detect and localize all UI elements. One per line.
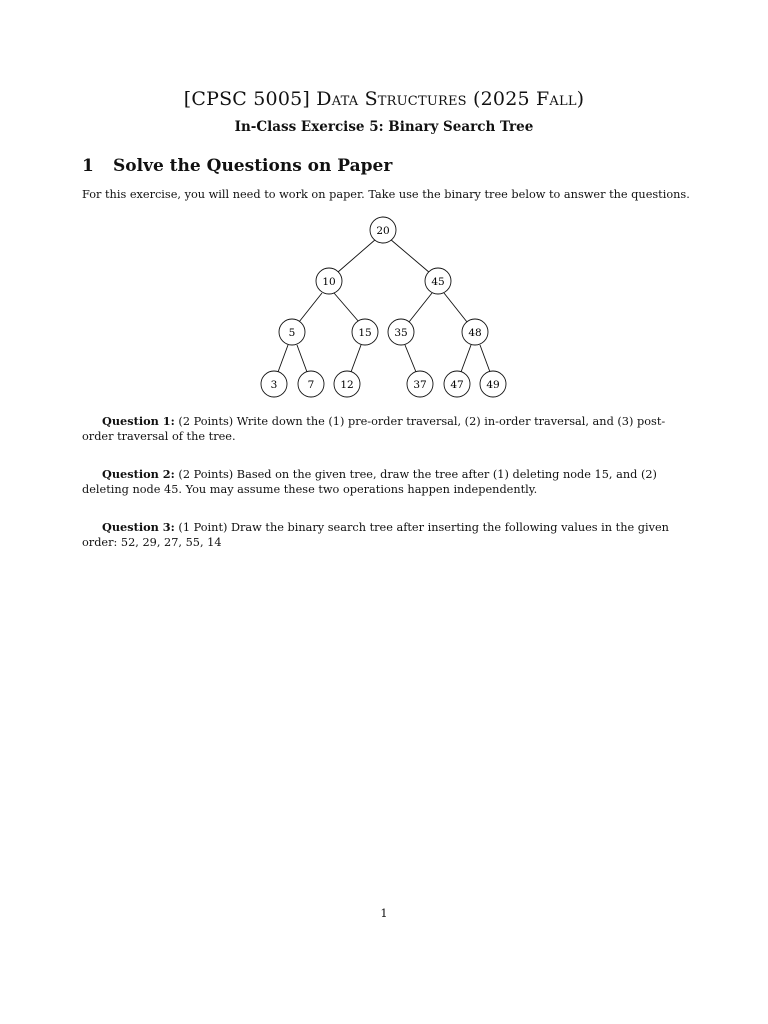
tree-node-label: 48 <box>468 327 482 339</box>
tree-node-12 <box>334 371 360 397</box>
edge-48-47 <box>461 345 471 372</box>
question-label: Question 2: <box>102 467 175 481</box>
tree-node-label: 12 <box>340 379 354 391</box>
question-text: (1 Point) Draw the binary search tree after inserting the following values in the given order: 52, 29, 27, 55, 14 <box>82 521 669 549</box>
edge-45-35 <box>409 293 432 322</box>
edge-20-45 <box>390 239 430 273</box>
course-name: Data Structures (2025 Fall) <box>316 88 585 110</box>
tree-node-label: 45 <box>431 276 445 288</box>
page-number: 1 <box>380 907 388 920</box>
document-subtitle: In-Class Exercise 5: Binary Search Tree <box>234 119 534 135</box>
tree-node-45 <box>425 268 451 294</box>
tree-node-label: 49 <box>486 379 500 391</box>
edge-35-37 <box>405 345 416 372</box>
tree-node-3 <box>261 371 287 397</box>
edge-5-7 <box>297 345 307 372</box>
tree-node-5 <box>279 319 305 345</box>
tree-node-7 <box>298 371 324 397</box>
tree-node-label: 3 <box>270 379 278 391</box>
course-code: [CPSC 5005] <box>183 88 311 110</box>
tree-node-label: 35 <box>394 327 408 339</box>
tree-node-label: 37 <box>413 379 427 391</box>
question-3 <box>82 520 690 550</box>
question-text: (2 Points) Write down the (1) pre-order traversal, (2) in-order traversal, and (3) post-order traversal of the tree. <box>82 415 666 443</box>
edge-20-10 <box>338 239 376 272</box>
edge-10-15 <box>334 293 359 322</box>
question-text: (2 Points) Based on the given tree, draw the tree after (1) deleting node 15, and (2) deleting node 45. You may assume these two operations happen independently. <box>82 468 657 496</box>
question-label: Question 1: <box>102 414 175 428</box>
section-number: 1 <box>82 156 94 176</box>
tree-node-label: 7 <box>307 379 315 391</box>
tree-node-label: 15 <box>358 327 372 339</box>
tree-node-47 <box>444 371 470 397</box>
tree-node-20 <box>370 217 396 243</box>
intro-paragraph: For this exercise, you will need to work on paper. Take use the binary tree below to answer the questions. <box>82 188 690 201</box>
tree-node-49 <box>480 371 506 397</box>
edge-48-49 <box>480 345 490 372</box>
section-title: Solve the Questions on Paper <box>113 156 393 176</box>
tree-edges <box>278 239 490 372</box>
tree-node-35 <box>388 319 414 345</box>
tree-node-label: 20 <box>376 225 390 237</box>
edge-45-48 <box>444 293 467 322</box>
question-2 <box>82 467 690 497</box>
edge-15-12 <box>351 345 361 372</box>
edge-10-5 <box>299 293 322 322</box>
edge-5-3 <box>278 345 288 372</box>
tree-node-15 <box>352 319 378 345</box>
question-label: Question 3: <box>102 520 175 534</box>
question-1 <box>82 414 690 444</box>
binary-tree-diagram <box>0 0 768 410</box>
tree-node-48 <box>462 319 488 345</box>
tree-node-37 <box>407 371 433 397</box>
tree-node-label: 10 <box>322 276 336 288</box>
tree-node-10 <box>316 268 342 294</box>
tree-node-label: 5 <box>288 327 296 339</box>
tree-node-label: 47 <box>450 379 464 391</box>
